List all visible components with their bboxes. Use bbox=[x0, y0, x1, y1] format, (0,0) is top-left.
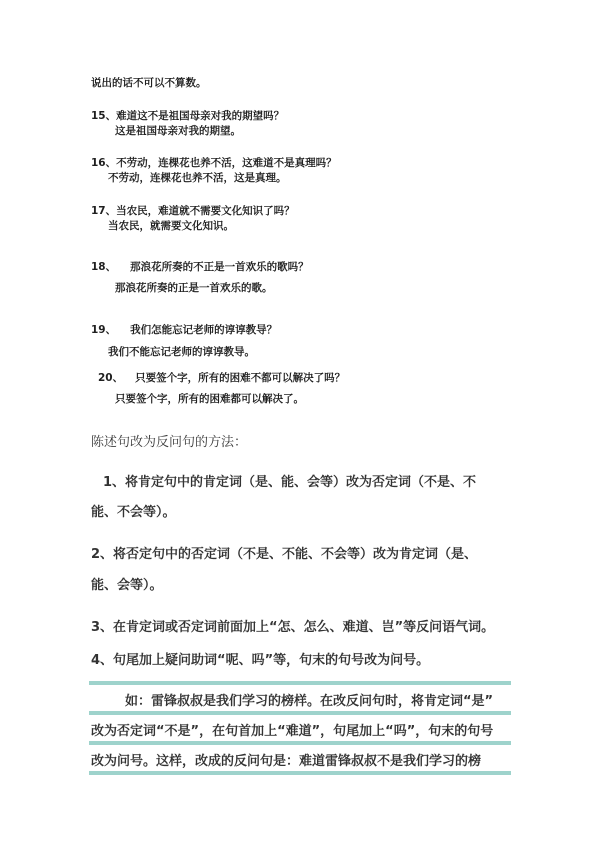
item-number: 20、 bbox=[98, 372, 124, 384]
question-19 bbox=[91, 322, 277, 337]
question-text: 只要签个字，所有的困难不都可以解决了吗？ bbox=[135, 372, 346, 384]
section-heading: 陈述句改为反问句的方法： bbox=[91, 435, 248, 450]
item-number: 16、 bbox=[91, 157, 117, 169]
method-4: 4、句尾加上疑问助词“呢、吗”等，句末的句号改为问号。 bbox=[91, 653, 430, 668]
answer-19: 我们不能忘记老师的谆谆教导。 bbox=[108, 346, 255, 358]
method-2-line-2: 能、会等）。 bbox=[91, 578, 163, 593]
question-17 bbox=[91, 203, 295, 218]
answer-15: 这是祖国母亲对我的期望。 bbox=[115, 125, 241, 137]
question-15 bbox=[91, 108, 284, 123]
example-box bbox=[89, 681, 511, 775]
question-text: 不劳动，连棵花也养不活，这难道不是真理吗？ bbox=[116, 157, 337, 169]
answer-20: 只要签个字，所有的困难都可以解决了。 bbox=[115, 393, 304, 405]
example-line-1: 如：雷锋叔叔是我们学习的榜样。在改反问句时，将肯定词“是” bbox=[125, 694, 494, 709]
answer-18: 那浪花所奏的正是一首欢乐的歌。 bbox=[115, 282, 273, 294]
example-line-3: 改为问号。这样，改成的反问句是：难道雷锋叔叔不是我们学习的榜 bbox=[91, 754, 482, 769]
band-bottom bbox=[89, 771, 511, 775]
answer-17: 当农民，就需要文化知识。 bbox=[108, 220, 234, 232]
method-2-line-1: 2、将否定句中的否定词（不是、不能、不会等）改为肯定词（是、 bbox=[91, 547, 478, 562]
text-line: 说出的话不可以不算数。 bbox=[91, 77, 207, 89]
method-3: 3、在肯定词或否定词前面加上“怎、怎么、难道、岂”等反问语气词。 bbox=[91, 620, 495, 635]
item-number: 17、 bbox=[91, 205, 117, 217]
item-number: 19、 bbox=[91, 324, 117, 336]
question-text: 当农民，难道就不需要文化知识了吗？ bbox=[116, 205, 295, 217]
method-1-line-2: 能、不会等）。 bbox=[91, 505, 176, 520]
question-text: 难道这不是祖国母亲对我的期望吗？ bbox=[116, 110, 285, 122]
band-divider bbox=[89, 741, 511, 745]
answer-16: 不劳动，连棵花也养不活，这是真理。 bbox=[108, 172, 287, 184]
question-20 bbox=[98, 370, 345, 385]
example-line-2: 改为否定词“不是”，在句首加上“难道”，句尾加上“吗”，句末的句号 bbox=[91, 724, 494, 739]
question-text: 我们怎能忘记老师的谆谆教导？ bbox=[130, 324, 278, 336]
band-top bbox=[89, 681, 511, 685]
question-16 bbox=[91, 155, 337, 170]
question-18 bbox=[91, 259, 309, 274]
method-1-line-1: 1、将肯定句中的肯定词（是、能、会等）改为否定词（不是、不 bbox=[103, 475, 477, 490]
item-number: 18、 bbox=[91, 261, 117, 273]
question-text: 那浪花所奏的不正是一首欢乐的歌吗？ bbox=[130, 261, 309, 273]
band-divider bbox=[89, 711, 511, 715]
item-number: 15、 bbox=[91, 110, 117, 122]
